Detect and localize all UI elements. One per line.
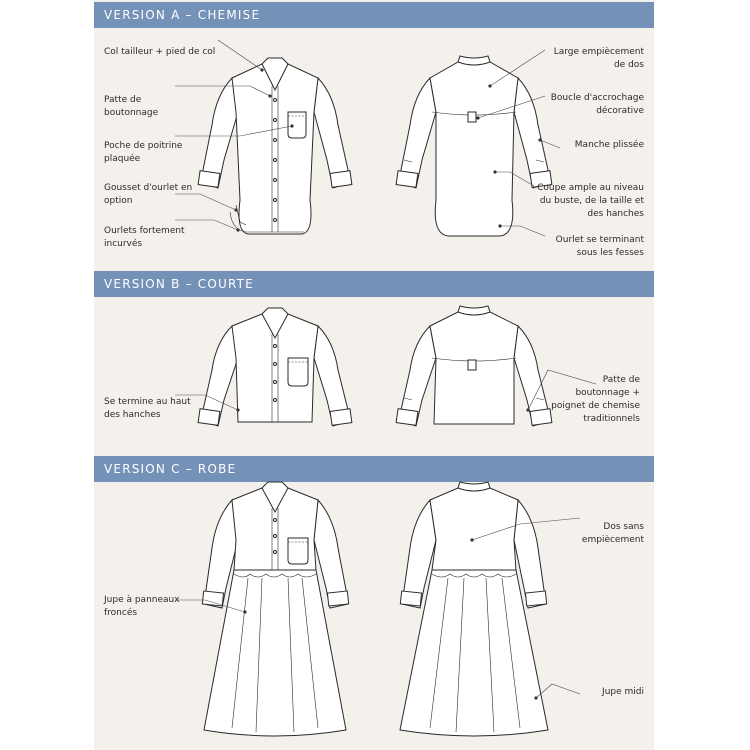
label-midi-skirt: Jupe midi: [602, 687, 644, 697]
label-no-yoke: Dos sans empiècement: [581, 522, 644, 545]
label-collar: Col tailleur + pied de col: [104, 47, 216, 57]
section-c-title: VERSION C – ROBE: [94, 456, 654, 482]
label-chest-pocket: Poche de poitrine plaquée: [104, 141, 183, 164]
version-a-back-shirt: [396, 56, 552, 236]
label-curved-hems: Ourlets fortement incurvés: [104, 226, 185, 249]
version-a-front-shirt: [198, 58, 352, 234]
label-traditional-cuff: Patte de boutonnage + poignet de chemise traditionnels: [551, 375, 640, 424]
version-b-back-shirt: [396, 306, 552, 426]
label-hanging-loop: Boucle d'accrochage décorative: [550, 93, 644, 116]
label-gathered-skirt: Jupe à panneaux froncés: [104, 595, 180, 618]
label-back-yoke: Large empiècement de dos: [553, 47, 644, 70]
label-hip-length: Se termine au haut des hanches: [104, 397, 191, 420]
label-hem-gusset: Gousset d'ourlet en option: [104, 183, 193, 206]
section-b-title: VERSION B – COURTE: [94, 271, 654, 297]
section-a-title: VERSION A – CHEMISE: [94, 2, 654, 28]
label-pleated-sleeve: Manche plissée: [574, 140, 644, 150]
label-hem-length: Ourlet se terminant sous les fesses: [555, 235, 644, 258]
version-c-back-dress: [400, 482, 548, 736]
version-c-front-dress: [202, 482, 348, 736]
label-loose-fit: Coupe ample au niveau du buste, de la taille et des hanches: [537, 183, 644, 219]
version-b-front-shirt: [198, 308, 352, 426]
label-button-placket: Patte de boutonnage: [104, 95, 159, 118]
